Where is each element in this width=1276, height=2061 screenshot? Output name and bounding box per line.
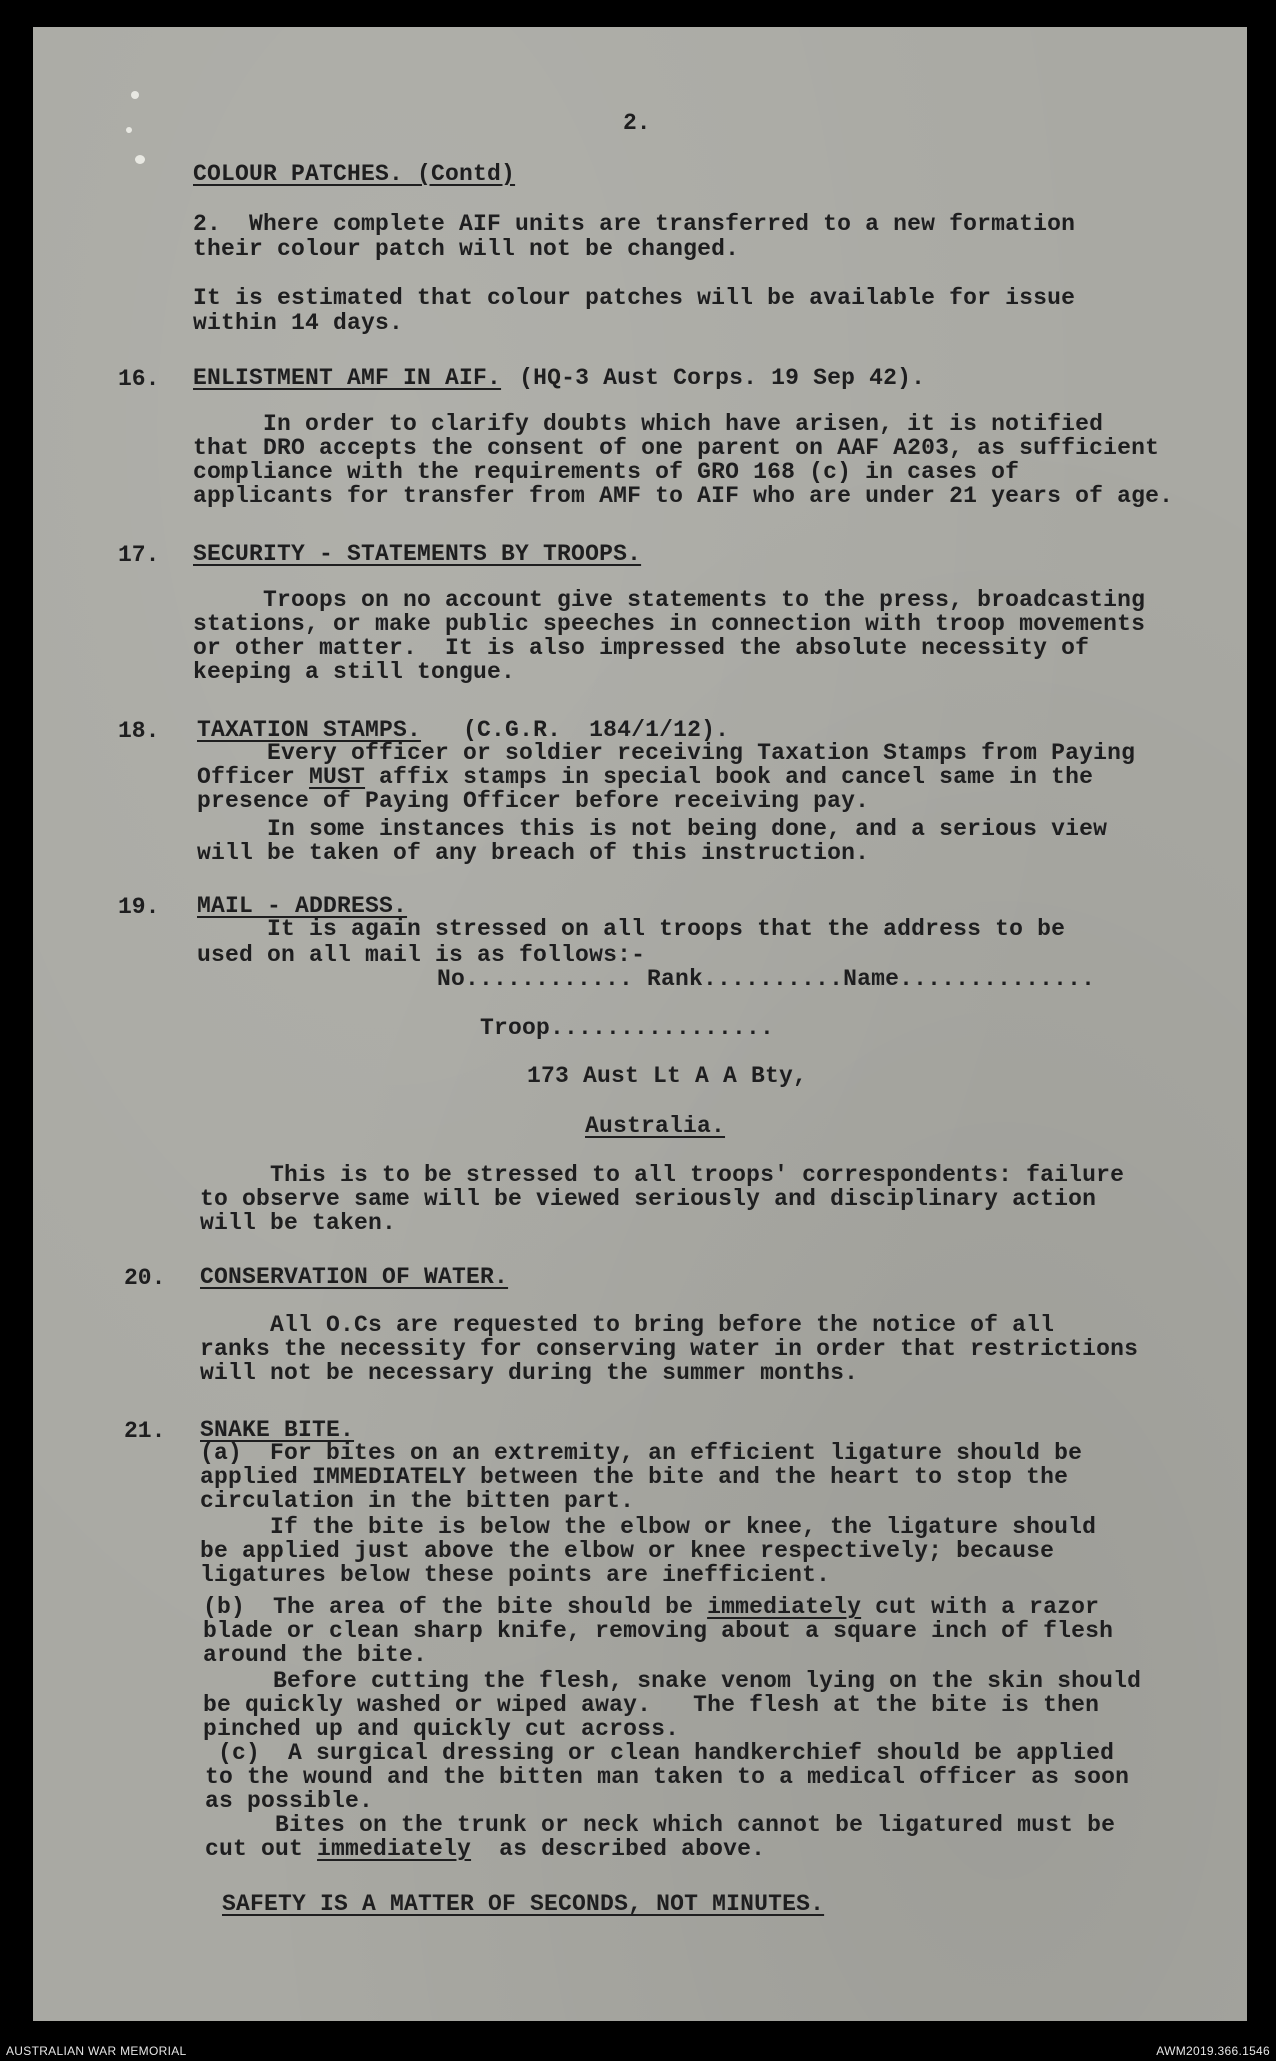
footer-accession-number: AWM2019.366.1546 <box>1156 2044 1270 2058</box>
address-line: Australia. <box>585 1113 726 1139</box>
paragraph-line: be quickly washed or wiped away. The flesh at the bite is then <box>203 1692 1100 1718</box>
paragraph-line: applied IMMEDIATELY between the bite and the heart to stop the <box>200 1464 1069 1490</box>
section-title: MAIL - ADDRESS. <box>197 893 408 919</box>
paragraph-line: be applied just above the elbow or knee respectively; because <box>200 1538 1055 1564</box>
address-line: Troop................ <box>480 1015 775 1041</box>
section-number: 20. <box>124 1265 166 1291</box>
paragraph-line: presence of Paying Officer before receiving pay. <box>197 788 870 814</box>
paragraph-line <box>205 1837 765 1862</box>
paragraph-line: their colour patch will not be changed. <box>193 236 740 262</box>
paragraph-line: around the bite. <box>203 1642 428 1668</box>
text-span: (b) The area of the bite should be <box>203 1594 708 1620</box>
address-line: 173 Aust Lt A A Bty, <box>527 1063 808 1089</box>
paragraph-line: (a) For bites on an extremity, an efficient ligature should be <box>200 1440 1083 1466</box>
paragraph-line: This is to be stressed to all troops' correspondents: failure <box>200 1162 1125 1188</box>
section-title: SECURITY - STATEMENTS BY TROOPS. <box>193 541 642 567</box>
text-span: cut with a razor <box>861 1594 1100 1620</box>
paragraph-line: 2. Where complete AIF units are transferred to a new formation <box>193 211 1076 237</box>
paragraph-line: It is again stressed on all troops that the address to be <box>197 916 1066 942</box>
paragraph-line: applicants for transfer from AMF to AIF who are under 21 years of age. <box>193 483 1174 509</box>
paragraph-line: If the bite is below the elbow or knee, the ligature should <box>200 1514 1097 1540</box>
paragraph-line: within 14 days. <box>193 310 404 336</box>
footer-credit: AUSTRALIAN WAR MEMORIAL <box>6 2044 187 2058</box>
paragraph-line: to observe same will be viewed seriously and disciplinary action <box>200 1186 1097 1212</box>
text-span: Officer <box>197 764 310 790</box>
section-title: CONSERVATION OF WATER. <box>200 1264 509 1290</box>
section-heading <box>193 366 925 391</box>
paragraph-line: ranks the necessity for conserving water in order that restrictions <box>200 1336 1139 1362</box>
emphasis-span: MUST <box>309 764 366 790</box>
emphasis-span: immediately <box>317 1836 472 1862</box>
section-title: SNAKE BITE. <box>200 1417 355 1443</box>
section-number: 21. <box>124 1418 166 1444</box>
paragraph-line: compliance with the requirements of GRO 168 (c) in cases of <box>193 459 1020 485</box>
section-number: 18. <box>118 718 160 744</box>
paragraph-line: keeping a still tongue. <box>193 659 516 685</box>
paragraph-line: Every officer or soldier receiving Taxation Stamps from Paying <box>197 740 1136 766</box>
heading-colour-patches: COLOUR PATCHES. (Contd) <box>193 161 516 187</box>
closing-statement: SAFETY IS A MATTER OF SECONDS, NOT MINUTES. <box>222 1891 825 1917</box>
section-number: 16. <box>118 366 160 392</box>
paragraph-line: Bites on the trunk or neck which cannot be ligatured must be <box>205 1812 1116 1838</box>
punch-hole-mark <box>131 91 139 99</box>
paragraph-line: to the wound and the bitten man taken to a medical officer as soon <box>205 1764 1130 1790</box>
section-number: 19. <box>118 894 160 920</box>
paragraph-line: It is estimated that colour patches will be available for issue <box>193 285 1076 311</box>
paragraph-line: (c) A surgical dressing or clean handkerchief should be applied <box>218 1740 1115 1766</box>
section-title: ENLISTMENT AMF IN AIF. <box>193 365 502 391</box>
section-number: 17. <box>118 542 160 568</box>
paragraph-line: All O.Cs are requested to bring before the notice of all <box>200 1312 1055 1338</box>
text-span: affix stamps in special book and cancel same in the <box>365 764 1094 790</box>
paragraph-line: will be taken of any breach of this instruction. <box>197 840 870 866</box>
paragraph-line: pinched up and quickly cut across. <box>203 1716 680 1742</box>
text-span: as described above. <box>471 1836 766 1862</box>
punch-hole-mark <box>126 127 132 133</box>
section-reference: (HQ-3 Aust Corps. 19 Sep 42). <box>519 365 926 391</box>
paragraph-line: that DRO accepts the consent of one parent on AAF A203, as sufficient <box>193 435 1160 461</box>
paragraph-line: Before cutting the flesh, snake venom lying on the skin should <box>203 1668 1142 1694</box>
address-line: No............ Rank..........Name.............. <box>437 966 1096 992</box>
paragraph-line: stations, or make public speeches in connection with troop movements <box>193 611 1146 637</box>
paragraph-line <box>197 765 1093 790</box>
paragraph-line: Troops on no account give statements to the press, broadcasting <box>193 587 1146 613</box>
paragraph-line: or other matter. It is also impressed the absolute necessity of <box>193 635 1090 661</box>
paragraph-line: In order to clarify doubts which have arisen, it is notified <box>193 411 1104 437</box>
paragraph-line: will be taken. <box>200 1210 397 1236</box>
paragraph-line: as possible. <box>205 1788 374 1814</box>
section-title: TAXATION STAMPS. <box>197 717 422 743</box>
paragraph-line: blade or clean sharp knife, removing about a square inch of flesh <box>203 1618 1114 1644</box>
paragraph-line: ligatures below these points are inefficient. <box>200 1562 831 1588</box>
paragraph-line: will not be necessary during the summer months. <box>200 1360 859 1386</box>
text-span: cut out <box>205 1836 318 1862</box>
paragraph-line: used on all mail is as follows:- <box>197 942 646 968</box>
section-reference: (C.G.R. 184/1/12). <box>421 717 730 743</box>
page-number: 2. <box>623 110 651 136</box>
paragraph-line: In some instances this is not being done, and a serious view <box>197 816 1108 842</box>
punch-hole-mark <box>135 155 145 164</box>
emphasis-span: immediately <box>707 1594 862 1620</box>
paragraph-line <box>203 1595 1099 1620</box>
paragraph-line: circulation in the bitten part. <box>200 1488 635 1514</box>
